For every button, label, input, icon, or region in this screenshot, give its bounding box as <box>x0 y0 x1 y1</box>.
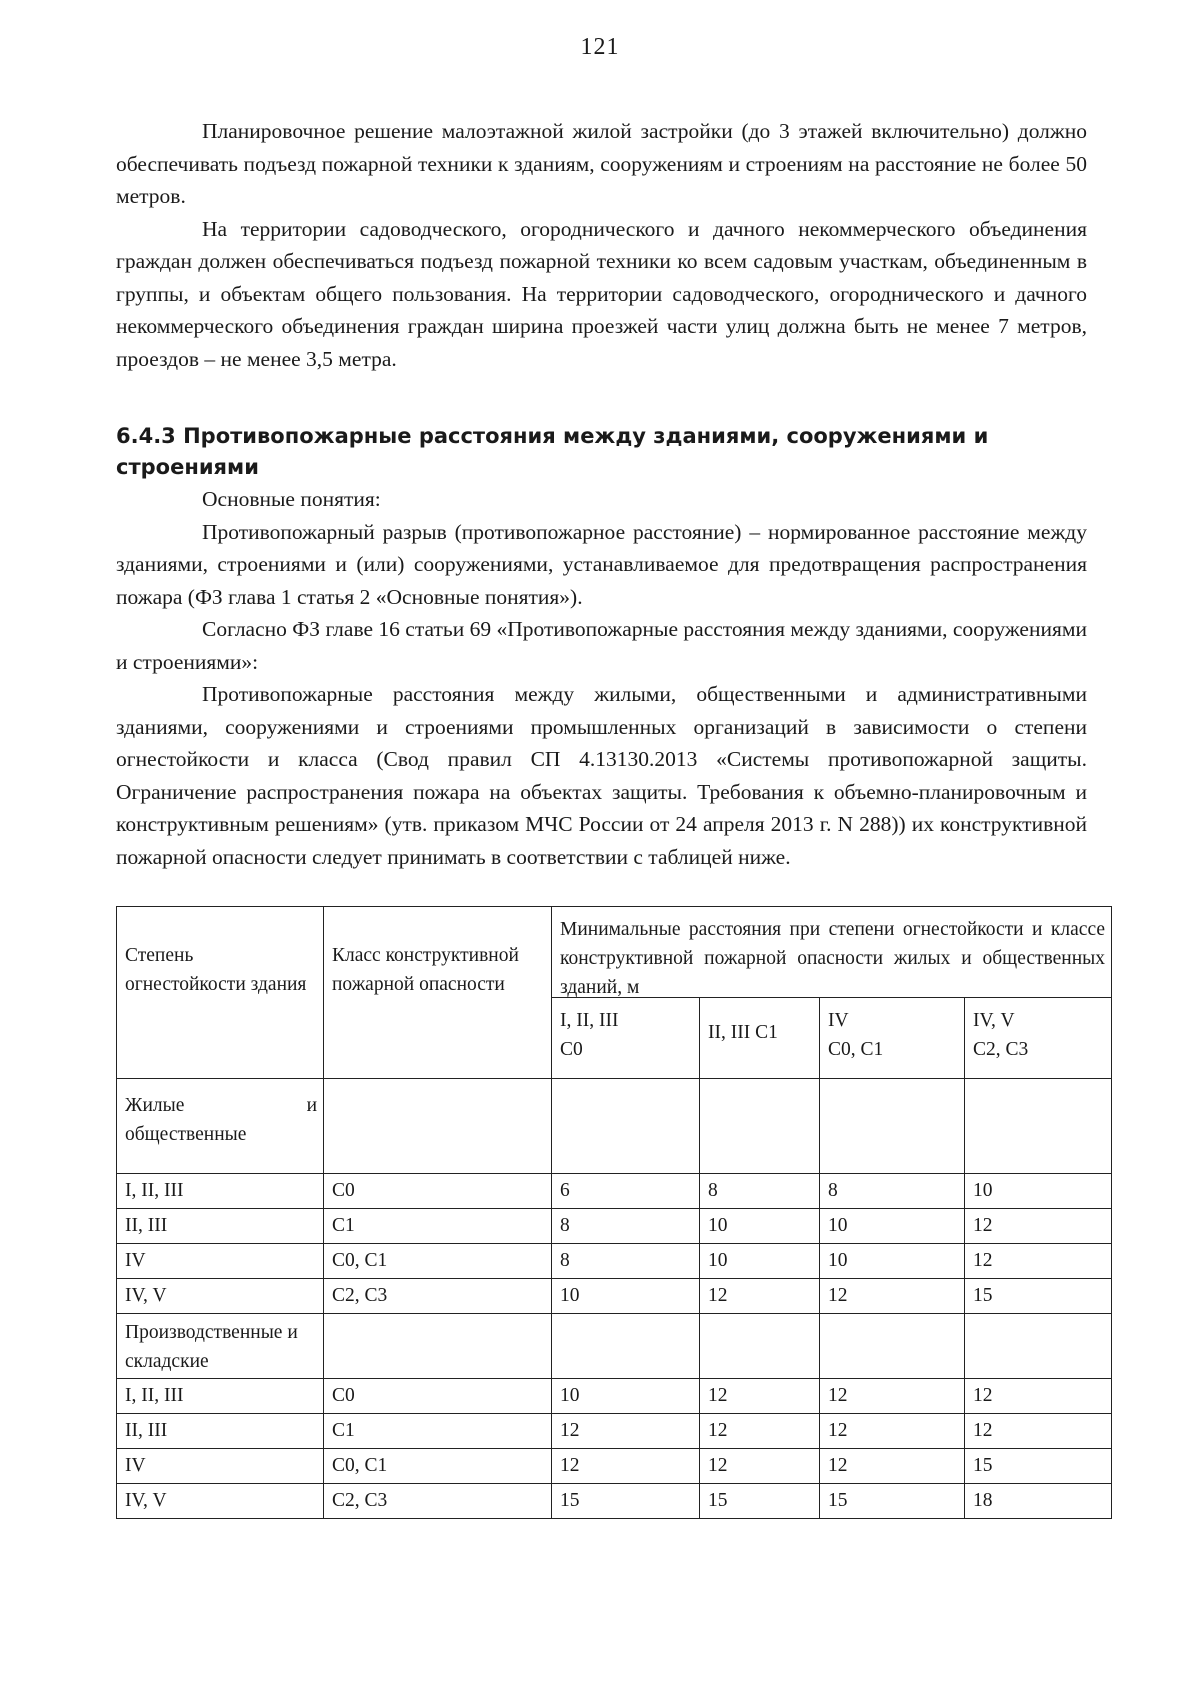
cell-value: 12 <box>700 1279 820 1314</box>
table-row <box>117 1449 1112 1484</box>
cell-value: 10 <box>552 1279 700 1314</box>
table-row <box>117 1379 1112 1414</box>
section-heading-line2: строениями <box>116 455 259 479</box>
cell-value: 15 <box>965 1449 1112 1484</box>
cell-degree: I, II, III <box>117 1174 324 1209</box>
paragraph: Основные понятия: <box>202 487 381 511</box>
section-6-4-3 <box>116 421 1087 873</box>
cell-degree: IV <box>117 1244 324 1279</box>
subheader-cell <box>820 998 965 1079</box>
cell-class: C1 <box>324 1209 552 1244</box>
cell-value: 12 <box>820 1414 965 1449</box>
group-row-residential <box>117 1079 1112 1174</box>
cell-value: 10 <box>700 1209 820 1244</box>
table-row <box>117 1209 1112 1244</box>
cell-degree: I, II, III <box>117 1379 324 1414</box>
subheader-line: IV, V <box>973 1010 1015 1031</box>
cell-degree: II, III <box>117 1209 324 1244</box>
cell-class: C0 <box>324 1174 552 1209</box>
cell-value: 12 <box>965 1209 1112 1244</box>
cell-class: C0, C1 <box>324 1244 552 1279</box>
cell-value: 8 <box>552 1244 700 1279</box>
group-label-word: и <box>306 1095 317 1116</box>
section-heading <box>116 421 1087 483</box>
subheader-line: C0 <box>560 1039 583 1060</box>
col-header-min-distance <box>552 907 1112 998</box>
cell-degree: IV, V <box>117 1484 324 1519</box>
table-row <box>117 1279 1112 1314</box>
paragraph: Противопожарный разрыв (противопожарное расстояние) – нормированное расстояние между зданиями, строениями и (или) сооружениями, устанавливаемое для предотвращения распространения пожара (ФЗ глава 1 статья 2 «Основные понятия»). <box>116 519 1087 609</box>
cell-value: 12 <box>820 1279 965 1314</box>
cell-class: C2, C3 <box>324 1279 552 1314</box>
cell-value: 12 <box>965 1379 1112 1414</box>
cell-value: 12 <box>965 1414 1112 1449</box>
cell-value: 12 <box>552 1449 700 1484</box>
table-row <box>117 1484 1112 1519</box>
cell-value: 10 <box>552 1379 700 1414</box>
cell-value: 10 <box>700 1244 820 1279</box>
group-label-word: Жилые <box>125 1095 185 1116</box>
table-row <box>117 1174 1112 1209</box>
paragraph: На территории садоводческого, огороднического и дачного некоммерческого объединения граждан должен обеспечиваться подъезд пожарной техники ко всем садовым участкам, объединенным в группы, и объектам общего пользования. На территории садоводческого, огороднического и дачного некоммерческого объединения граждан ширина проезжей части улиц должна быть не менее 7 метров, проездов – не менее 3,5 метра. <box>116 216 1087 371</box>
group-row-industrial <box>117 1314 1112 1379</box>
subheader-cell <box>552 998 700 1079</box>
cell-value: 12 <box>552 1414 700 1449</box>
section-heading-line1: 6.4.3 Противопожарные расстояния между зданиями, сооружениями и <box>116 424 989 448</box>
cell-value: 12 <box>820 1449 965 1484</box>
cell-value: 12 <box>700 1379 820 1414</box>
cell-value: 15 <box>700 1484 820 1519</box>
subheader-cell <box>700 998 820 1079</box>
col-header-degree: Степень огнестойкости здания <box>117 907 324 1079</box>
fire-distance-table <box>116 906 1112 1519</box>
group-label-text: Производственные и складские <box>125 1322 298 1372</box>
page-number: 121 <box>580 34 620 60</box>
cell-degree: IV <box>117 1449 324 1484</box>
table-header-row <box>117 907 1112 998</box>
cell-value: 10 <box>965 1174 1112 1209</box>
subheader-line: C0, C1 <box>828 1039 884 1060</box>
cell-value: 15 <box>820 1484 965 1519</box>
group-label-word: общественные <box>125 1124 247 1145</box>
table-row <box>117 1244 1112 1279</box>
group-label-residential <box>117 1079 324 1174</box>
subheader-line: C2, C3 <box>973 1039 1029 1060</box>
cell-value: 18 <box>965 1484 1112 1519</box>
cell-value: 10 <box>820 1209 965 1244</box>
cell-value: 8 <box>700 1174 820 1209</box>
paragraph: Противопожарные расстояния между жилыми, общественными и административными зданиями, сооружениями и строениями промышленных организаций в зависимости о степени огнестойкости и класса (Свод правил СП 4.13130.2013 «Системы противопожарной защиты. Ограничение распространения пожара на объектах защиты. Требования к объемно-планировочным и конструктивным решениям» (утв. приказом МЧС России от 24 апреля 2013 г. N 288)) их конструктивной пожарной опасности следует принимать в соответствии с таблицей ниже. <box>116 682 1087 869</box>
cell-value: 10 <box>820 1244 965 1279</box>
cell-value: 12 <box>965 1244 1112 1279</box>
cell-class: C2, C3 <box>324 1484 552 1519</box>
cell-class: C0, C1 <box>324 1449 552 1484</box>
group-label-industrial <box>117 1314 324 1379</box>
subheader-line: I, II, III <box>560 1010 619 1031</box>
paragraph: Планировочное решение малоэтажной жилой застройки (до 3 этажей включительно) должно обеспечивать подъезд пожарной техники к зданиям, сооружениям и строениям на расстояние не более 50 метров. <box>116 119 1087 208</box>
cell-degree: II, III <box>117 1414 324 1449</box>
subheader-line: II, III C1 <box>708 1022 778 1043</box>
subheader-cell <box>965 998 1112 1079</box>
cell-value: 12 <box>700 1414 820 1449</box>
cell-value: 6 <box>552 1174 700 1209</box>
table-row <box>117 1414 1112 1449</box>
subheader-line: IV <box>828 1010 849 1031</box>
cell-value: 12 <box>700 1449 820 1484</box>
cell-value: 15 <box>965 1279 1112 1314</box>
col-header-class: Класс конструктивной пожарной опасности <box>324 907 552 1079</box>
cell-class: C0 <box>324 1379 552 1414</box>
cell-value: 8 <box>820 1174 965 1209</box>
cell-value: 12 <box>820 1379 965 1414</box>
intro-text <box>116 115 1087 375</box>
cell-value: 8 <box>552 1209 700 1244</box>
min-distance-header-text: Минимальные расстояния при степени огнестойкости и классе конструктивной пожарной опасности жилых и общественных зданий, м <box>560 919 1105 998</box>
cell-class: C1 <box>324 1414 552 1449</box>
paragraph: Согласно ФЗ главе 16 статьи 69 «Противопожарные расстояния между зданиями, сооружениями и строениями»: <box>116 617 1087 674</box>
cell-value: 15 <box>552 1484 700 1519</box>
cell-degree: IV, V <box>117 1279 324 1314</box>
